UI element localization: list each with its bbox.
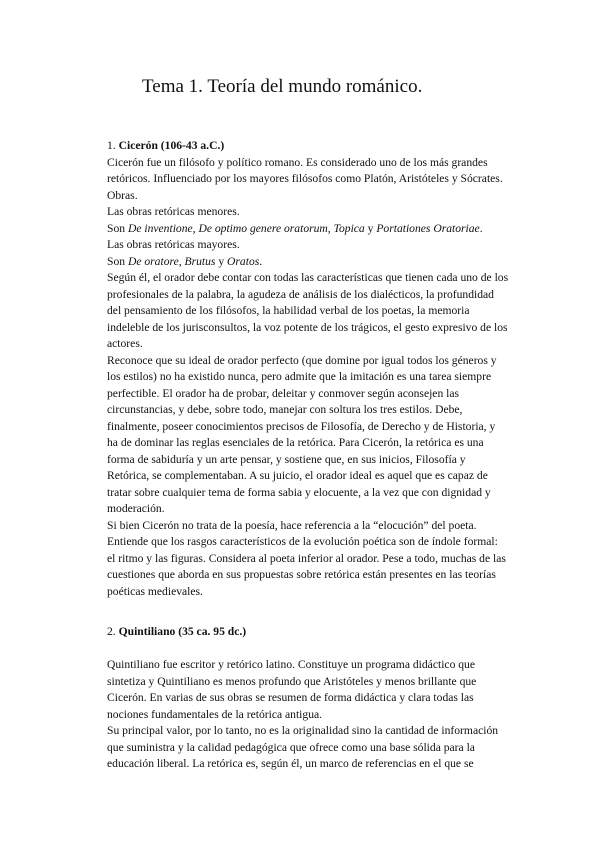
major-works-titles-a: De oratore, Brutus bbox=[127, 254, 216, 268]
text-line: Las obras retóricas menores. bbox=[107, 205, 240, 218]
section-number: 1. bbox=[107, 139, 116, 152]
text-line: ha de dominar las reglas esenciales de la retórica. Para Cicerón, la retórica es una bbox=[107, 436, 484, 449]
text-line: Obras. bbox=[107, 188, 138, 202]
minor-works-line bbox=[107, 221, 532, 238]
text-line: poéticas medievales. bbox=[107, 584, 203, 598]
text-line: los estilos) no ha existido nunca, pero admite que la imitación es una tarea siempre bbox=[107, 370, 492, 383]
text-line: moderación. bbox=[107, 502, 165, 515]
text-line: Su principal valor, por lo tanto, no es la originalidad sino la cantidad de información bbox=[107, 724, 499, 737]
major-works-line bbox=[107, 254, 532, 271]
section-number: 2. bbox=[107, 625, 116, 638]
major-end: . bbox=[259, 254, 263, 268]
text-line: indeleble de los jurisconsultos, la voz potente de los trágicos, el gesto expresivo de los bbox=[107, 320, 508, 334]
text-line: nociones fundamentales de la retórica antigua. bbox=[107, 707, 323, 721]
text-line: perfectible. El orador ha de probar, deleitar y conmover según aconsejen las bbox=[107, 386, 460, 400]
paragraph-gap bbox=[107, 641, 532, 658]
minor-prefix: Son bbox=[107, 221, 128, 235]
text-line: que suministra y la calidad pedagógica que ofrece como una base sólida para la bbox=[107, 740, 475, 754]
section-heading-quintiliano bbox=[107, 624, 532, 641]
text-line: Quintiliano fue escritor y retórico latino. Constituye un programa didáctico que bbox=[107, 658, 475, 671]
major-prefix: Son bbox=[107, 254, 128, 268]
text-line: forma de sabiduría y un arte pensar, y sostiene que, en sus inicios, Filosofía y bbox=[107, 452, 466, 466]
text-line: Según él, el orador debe contar con todas las características que tienen cada uno de los bbox=[107, 271, 509, 284]
text-line: profesionales de la palabra, la agudeza de análisis de los dialécticos, la profundidad bbox=[107, 287, 494, 301]
text-line: Cicerón fue un filósofo y político romano. Es considerado uno de los más grandes bbox=[107, 155, 488, 169]
text-line: finalmente, poseer conocimientos precisos de Filosofía, de Derecho y de Historia, y bbox=[107, 419, 496, 433]
text-line: el ritmo y las figuras. Considera al poeta inferior al orador. Pese a todo, muchas de las bbox=[107, 551, 506, 565]
section-heading-text: Cicerón (106-43 a.C.) bbox=[118, 139, 225, 152]
text-line: Reconoce que su ideal de orador perfecto (que domine por igual todos los géneros y bbox=[107, 353, 497, 367]
text-line: Si bien Cicerón no trata de la poesía, hace referencia a la “elocución” del poeta. bbox=[107, 518, 477, 532]
text-line: Retórica, se complementaban. A su juicio, el orador ideal es aquel que es capaz de bbox=[107, 469, 488, 482]
text-line: Las obras retóricas mayores. bbox=[107, 238, 240, 251]
section-quintiliano bbox=[107, 624, 532, 773]
text-line: Cicerón. En varias de sus obras se resumen de forma didáctica y clara todas las bbox=[107, 691, 474, 704]
minor-works-titles-a: De inventione, De optimo genere oratorum, Topica bbox=[127, 221, 365, 235]
page-title: Tema 1. Teoría del mundo románico. bbox=[142, 76, 423, 97]
minor-works-titles-b: Portationes Oratoriae bbox=[376, 221, 480, 235]
text-line: tratar sobre cualquier tema de forma sabia y elocuente, a la vez que con dignidad y bbox=[107, 485, 491, 499]
text-line: Entiende que los rasgos característicos de la evolución poética son de índole formal: bbox=[107, 535, 498, 548]
section-heading-ciceron bbox=[107, 138, 532, 155]
text-line: cuestiones que aborda en sus propuestas sobre retórica están presentes en las teorías bbox=[107, 568, 496, 581]
text-line: del pensamiento de los filósofos, la habilidad verbal de los poetas, la memoria bbox=[107, 304, 470, 317]
major-and: y bbox=[215, 254, 228, 268]
text-line: circunstancias, y debe, sobre todo, manejar con soltura los tres estilos. Debe, bbox=[107, 403, 463, 416]
text-line: educación liberal. La retórica es, según él, un marco de referencias en el que se bbox=[107, 757, 474, 770]
minor-and: y bbox=[364, 221, 377, 235]
section-heading-text: Quintiliano (35 ca. 95 dc.) bbox=[118, 625, 247, 638]
text-line: sintetiza y Quintiliano es menos profundo que Aristóteles y menos brillante que bbox=[107, 674, 477, 688]
major-works-titles-b: Oratos bbox=[227, 254, 260, 268]
minor-end: . bbox=[479, 221, 483, 235]
text-line: actores. bbox=[107, 337, 143, 350]
section-ciceron bbox=[107, 138, 532, 600]
text-line: retóricos. Influenciado por los mayores filósofos como Platón, Aristóteles y Sócrates. bbox=[107, 172, 503, 185]
